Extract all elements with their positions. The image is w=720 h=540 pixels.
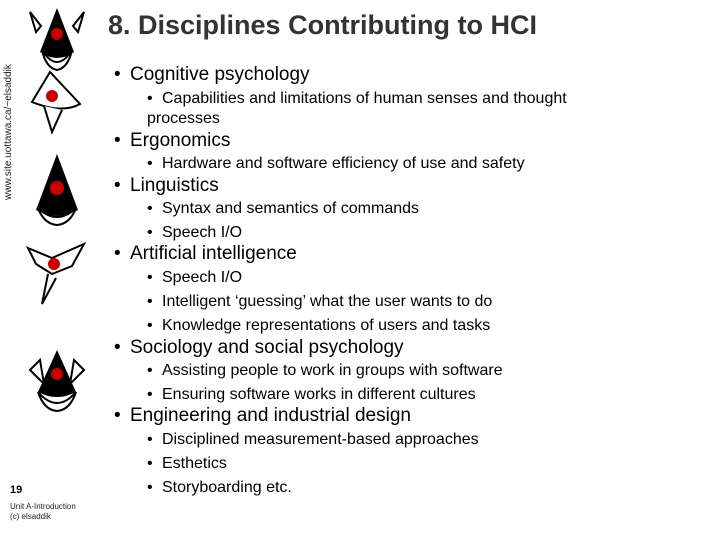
sub-bullet: • Speech I/O [147,224,243,241]
bullet-ergonomics: • Ergonomics [114,130,231,151]
sub-bullet: • Syntax and semantics of commands [147,200,420,217]
sub-bullet: • Capabilities and limitations of human senses and thought [147,90,567,107]
sub-bullet: • Assisting people to work in groups with software [147,362,503,379]
slide-title: 8. Disciplines Contributing to HCI [108,10,538,40]
duke-mascot-icon [22,230,92,310]
sub-bullet: • Hardware and software efficiency of use and safety [147,155,525,172]
footer [10,502,76,522]
site-url-vertical: www.site.uottawa.ca/~elsaddik [3,64,14,200]
slide-number: 19 [10,484,23,496]
duke-mascot-icon [22,148,92,228]
bullet-cognitive-psychology: • Cognitive psychology [114,64,310,85]
bullet-linguistics: • Linguistics [114,175,219,196]
sub-bullet: • Speech I/O [147,269,243,286]
sub-bullet-continuation: processes [147,110,220,127]
footer-line: Unit A-Introduction [10,502,76,511]
sub-bullet: • Disciplined measurement-based approaches [147,431,479,448]
sub-bullet: • Intelligent ‘guessing’ what the user wants to do [147,293,493,310]
bullet-engineering: • Engineering and industrial design [114,405,411,426]
bullet-sociology: • Sociology and social psychology [114,337,404,358]
footer-line: (c) elsaddik [10,512,51,521]
sub-bullet: • Esthetics [147,455,227,472]
sub-bullet: • Ensuring software works in different cultures [147,386,476,403]
duke-mascot-icon [22,62,92,142]
sub-bullet: • Knowledge representations of users and tasks [147,317,491,334]
bullet-artificial-intelligence: • Artificial intelligence [114,243,297,264]
duke-mascot-icon [22,340,92,420]
sub-bullet: • Storyboarding etc. [147,479,292,496]
